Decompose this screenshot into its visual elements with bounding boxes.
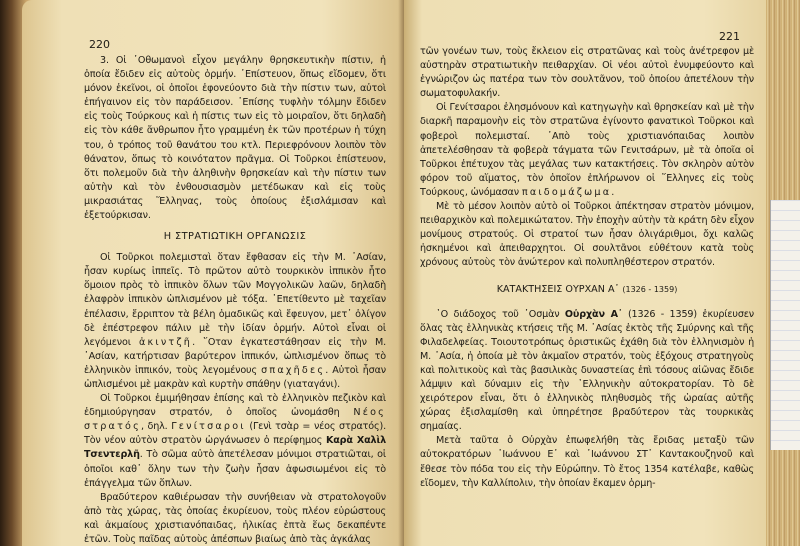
name-kara-halil: Καρὰ Χαλὶλ Τσεντερλῆ bbox=[84, 435, 386, 461]
left-page bbox=[22, 0, 404, 546]
term-new-army: Νέος στρατός bbox=[84, 407, 386, 433]
page-number-left: 220 bbox=[89, 38, 110, 51]
term-genitsaroi: Γενίτσαροι bbox=[171, 421, 246, 433]
paragraph-cavalry: Οἱ Τοῦρκοι πολεμισταὶ ὅταν ἔφθασαν εἰς τὴν Μ. ᾽Ασίαν, ἦσαν κυρίως ἱππεῖς. Τὸ πρῶτον αὐτὸ τουρκικὸν ἱππικὸν ἦτο ὅμοιον πρὸς τὸ ἱππικὸν ὅλων τῶν Μογγολικῶν λαῶν, δηλαδὴ ἐλαφρὸν ἱππικὸν ὡπλισμένον μὲ τόξα. ᾽Επετίθεντο μὲ ταχεῖαν ἐπέλασιν, ἔρριπτον τὰ βέλη ὁμαδικῶς καὶ ἔφευγον, μετ᾽ ὀλίγον δὲ ἐπέστρεφον πάλιν μὲ τὴν ἰδίαν ὁρμήν. Αὐτοὶ εἶναι οἱ λεγόμενοι ἀκιντζῆ. ῞Οταν ἐγκατεστάθησαν εἰς τὴν Μ. ᾽Ασίαν, κατήρτισαν βαρύτερον ἱππικόν, ὡπλισμένον ὅπως τὸ ἑλληνικὸν ἱππικόν, τοὺς λεγομένους σπαχῆδες. Αὐτοὶ ἦσαν ὡπλισμένοι μὲ μακρὰν καὶ κυρτὴν σπάθην (γιαταγάνι). bbox=[84, 252, 386, 390]
term-akinci: ἀκιντζῆ bbox=[139, 336, 193, 348]
paragraph-genitsaroi: Οἱ Γενίτσαροι ἐλησμόνουν καὶ κατηγωγὴν καὶ θρησκείαν καὶ μὲ τὴν διαρκῆ παραμονὴν εἰς τὸν στρατῶνα ἐγίνοντο φανατικοὶ Τοῦρκοι καὶ φοβεροὶ πολεμισταί. ᾽Απὸ τοὺς χριστιανόπαιδας λοιπὸν ἀπετελέσθησαν τὰ φοβερὰ τάγματα τῶν Γενιτσάρων, μὲ τὰ ὁποῖα οἱ Τοῦρκοι ἐπέτυχον τὰς μεγάλας των κατακτήσεις. Τὸν σκληρὸν αὐτὸν φόρον τοῦ αἵματος, τὸν ὁποῖον ἐπλήρωνον οἱ ῞Ελληνες εἰς τοὺς Τούρκους, ὠνόμασαν παιδομάζωμα. bbox=[420, 102, 754, 198]
term-paidomazoma: παιδομάζωμα bbox=[521, 186, 612, 198]
paragraph-devshirme: Βραδύτερον καθιέρωσαν τὴν συνήθειαν νὰ στρατολογοῦν ἀπὸ τὰς χώρας, τὰς ὁποίας ἐκυρίευον, τοὺς πλέον εὐρώστους καὶ ἀκμαίους χριστιανόπαιδας, ἡλικίας ἑπτὰ ἕως δεκαπέντε ἐτῶν. Τοὺς παῖδας αὐτοὺς ἀπέσπων βιαίως ἀπὸ τὰς ἀγκάλας bbox=[84, 491, 386, 545]
section-heading-orhan: ΚΑΤΑΚΤΗΣΕΙΣ ΟΥΡΧΑΝ Α᾽ (1326 - 1359) bbox=[496, 283, 678, 295]
paragraph-janissaries: Οἱ Τοῦρκοι ἐμιμήθησαν ἐπίσης καὶ τὸ ἑλληνικὸν πεζικὸν καὶ ἐδημιούργησαν στρατόν, ὁ ὁποῖος ὠνομάσθη Νέος στρατός, δηλ. Γενίτσαροι (Γενὶ τσὰρ = νέος στρατός). Τὸν νέον αὐτὸν στρατὸν ὠργάνωσεν ὁ περίφημος Καρὰ Χαλὶλ Τσεντερλῆ. Τὸ σῶμα αὐτὸ ἀπετέλεσαν μόνιμοι στρατιῶται, οἱ ὁποῖοι καθ᾽ ὅλην των τὴν ζωὴν ἦσαν ἀφωσιωμένοι εἰς τὸ ἐπάγγελμα τῶν ὅπλων. bbox=[84, 393, 386, 489]
inserted-paper-slip bbox=[770, 200, 800, 450]
page-number-right: 221 bbox=[719, 30, 740, 43]
paragraph-gallipoli: Μετὰ ταῦτα ὁ Οὐρχὰν ἐπωφελήθη τὰς ἔριδας μεταξὺ τῶν αὐτοκρατόρων ᾽Ιωάννου Ε᾽ καὶ ᾽Ιωάννου ΣΤ᾽ Καντακουζηνοῦ καὶ ἔθεσε τὸν πόδα του εἰς τὴν Εὐρώπην. Τὸ ἔτος 1354 κατέλαβε, καθὼς εἴδομεν, τὴν Καλλίπολιν, τὴν ὁποίαν ἔκαμεν ὁρμη- bbox=[420, 435, 754, 489]
term-spahis: σπαχῆδες bbox=[261, 364, 326, 376]
right-page bbox=[404, 0, 766, 546]
name-orhan: Οὐρχὰν Α᾽ bbox=[564, 308, 623, 320]
paragraph-orhan: ῾Ο διάδοχος τοῦ ᾽Οσμὰν Οὐρχὰν Α᾽ (1326 - 1359) ἐκυρίευσεν ὅλας τὰς ἑλληνικὰς κτήσεις τῆς Μ. ᾽Ασίας ἐκτὸς τῆς Σμύρνης καὶ τῆς Φιλαδελφείας. Τοιουτοτρόπως ὁριστικῶς ἐχάθη διὰ τὸν ἑλληνισμὸν ἡ Μ. ᾽Ασία, ἡ ὁποία μὲ τὸν ἀκμαῖον στρατόν, τοὺς ἐξόχους στρατηγοὺς καὶ πολιτικοὺς καὶ τὰς βασιλικὰς δυναστείας ἐπὶ τόσους αἰῶνας ἔδιδε λάμψιν καὶ δύναμιν εἰς τὴν ῾Ελληνικὴν αὐτοκρατορίαν. Τὸ δὲ χειρότερον εἶναι, ὅτι ὁ ἑλληνικὸς πληθυσμὸς τῆς ὡραίας αὐτῆς χώρας ἐξισλαμίσθη καὶ ὑπηρέτησε βραδύτερον τὰς τουρκικὰς σημαίας. bbox=[420, 308, 754, 433]
paragraph-faith: 3. Οἱ ᾽Οθωμανοὶ εἶχον μεγάλην θρησκευτικὴν πίστιν, ἡ ὁποία ἔδιδεν εἰς αὐτοὺς ὁρμήν. ᾽Επίστευον, ὅπως εἴδομεν, ὅτι μόνον ἐκεῖνοι, οἱ ὁποῖοι ἐφονεύοντο διὰ τὴν πίστιν των, αὐτοὶ ἐπήγαινον εἰς τὸν παράδεισον. ᾽Επίσης τυφλὴν τόλμην ἔδιδεν εἰς τοὺς Τούρκους καὶ ἡ πίστις των εἰς τὸ μοιραῖον, ὅτι δηλαδὴ εἰς τὸν κάθε ἄνθρωπον ἦτο γραμμένη ἐκ τῶν προτέρων ἡ τύχη του, ὁ τρόπος τοῦ θανάτου του κτλ. Περιεφρόνουν λοιπὸν τὸν θάνατον, ὅπως τὸ κοινότατον πρᾶγμα. Οἱ Τοῦρκοι ἐπίστευον, ὅτι πολεμοῦν διὰ τὴν ἀληθινὴν θρησκείαν καὶ τὴν πίστιν των αὐτὴν καὶ τὸν ἐνθουσιασμὸν μετέδωκαν καὶ εἰς τοὺς μικρασιάτας Ἕλληνας, τοὺς ὁποίους ἐξισλάμισαν καὶ ἐξετούρκισαν. bbox=[84, 55, 386, 222]
section-heading-military: Η ΣΤΡΑΤΙΩΤΙΚΗ ΟΡΓΑΝΩΣΙΣ bbox=[163, 231, 307, 243]
paragraph-standing-army: Μὲ τὸ μέσον λοιπὸν αὐτὸ οἱ Τοῦρκοι ἀπέκτησαν στρατὸν μόνιμον, πειθαρχικὸν καὶ πολεμικώτατον. Τὴν ἐποχὴν αὐτὴν τὰ κράτη δὲν εἶχον μονίμους στρατούς. Οἱ στρατοί των ἦσαν ὀλιγάριθμοι, ὄχι καλῶς ἠσκημένοι καὶ ἀπειθαρχητοι. Οἱ σουλτᾶνοι εὐθέτουν κατὰ τοὺς χρόνους αὐτοὺς τὸν ἀνώτερον καὶ πολυπληθέστερον στρατόν. bbox=[420, 201, 754, 269]
paragraph-parents: τῶν γονέων των, τοὺς ἔκλειον εἰς στρατῶνας καὶ τοὺς ἀνέτρεφον μὲ αὐστηρὰν στρατιωτικὴν πειθαρχίαν. Οἱ νέοι αὐτοὶ ἐνυμφεύοντο καὶ ἐγνώριζον ὡς πατέρα των τὸν σουλτᾶνον, τοῦ ὁποίου ἀπετέλουν τὴν σωματοφυλακήν. bbox=[420, 46, 754, 100]
